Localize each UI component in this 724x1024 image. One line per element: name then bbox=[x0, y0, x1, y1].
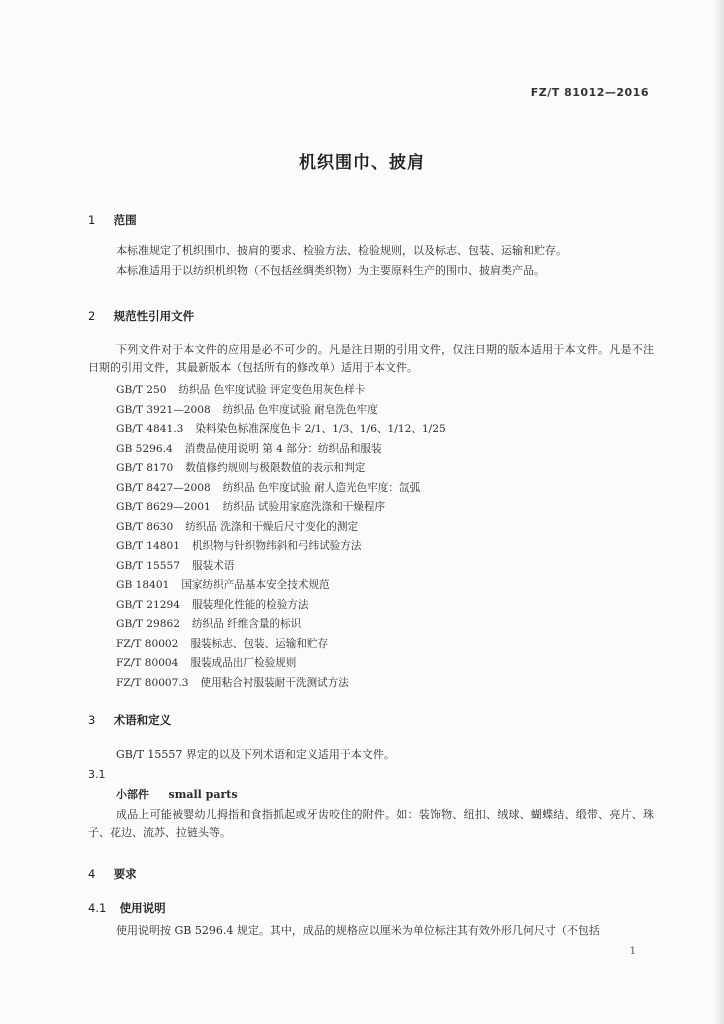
term-chinese: 小部件 bbox=[116, 788, 149, 801]
reference-item bbox=[116, 615, 446, 635]
standard-code: FZ/T 81012—2016 bbox=[530, 86, 649, 99]
reference-item bbox=[116, 381, 446, 401]
section-title: 要求 bbox=[113, 867, 137, 881]
section-title: 术语和定义 bbox=[113, 713, 172, 727]
reference-item bbox=[116, 635, 446, 655]
reference-item bbox=[116, 518, 446, 538]
section-number: 2 bbox=[88, 309, 96, 323]
reference-code: GB/T 8170 bbox=[116, 462, 174, 474]
page-number: 1 bbox=[629, 946, 636, 957]
reference-item bbox=[116, 459, 446, 479]
reference-code: FZ/T 80007.3 bbox=[116, 676, 189, 689]
scope-paragraph-1: 本标准规定了机织围巾、披肩的要求、检验方法、检验规则，以及标志、包装、运输和贮存。 bbox=[116, 244, 567, 257]
reference-title: 纺织品 试验用家庭洗涤和干燥程序 bbox=[222, 501, 386, 513]
reference-code: GB/T 8630 bbox=[116, 520, 174, 533]
term-english: small parts bbox=[168, 788, 238, 801]
clause-number: 3.1 bbox=[88, 768, 106, 781]
section-number: 4 bbox=[88, 867, 96, 881]
reference-code: GB 5296.4 bbox=[116, 442, 173, 455]
section-1-heading bbox=[88, 212, 137, 228]
section-title: 规范性引用文件 bbox=[113, 309, 195, 323]
section-3-heading bbox=[88, 712, 171, 728]
scope-paragraph-2: 本标准适用于以纺织机织物（不包括丝绸类织物）为主要原料生产的围巾、披肩类产品。 bbox=[116, 264, 545, 277]
reference-title: 纺织品 色牢度试验 评定变色用灰色样卡 bbox=[178, 384, 366, 396]
reference-code: GB/T 15557 bbox=[116, 559, 180, 572]
reference-title: 服装成品出厂检验规则 bbox=[190, 657, 297, 669]
section-number: 1 bbox=[88, 213, 96, 227]
reference-code: FZ/T 80004 bbox=[116, 657, 179, 669]
reference-title: 纺织品 色牢度试验 耐人造光色牢度：氙弧 bbox=[222, 481, 421, 494]
reference-title: 服装标志、包装、运输和贮存 bbox=[190, 637, 329, 650]
reference-title: 服装术语 bbox=[191, 559, 235, 572]
reference-code: GB/T 3921—2008 bbox=[116, 403, 211, 416]
reference-item bbox=[116, 401, 446, 421]
subsection-number: 4.1 bbox=[88, 901, 107, 915]
document-title: 机织围巾、披肩 bbox=[299, 153, 425, 173]
reference-code: GB 18401 bbox=[116, 579, 170, 591]
references-intro: 下列文件对于本文件的应用是必不可少的。凡是注日期的引用文件，仅注日期的版本适用于本文件。凡是不注日期的引用文件，其最新版本（包括所有的修改单）适用于本文件。 bbox=[88, 343, 654, 374]
reference-item bbox=[116, 440, 446, 460]
term-definition: 成品上可能被婴幼儿拇指和食指抓起或牙齿咬住的附件。如：装饰物、纽扣、绒球、蝴蝶结、缎带、亮片、珠子、花边、流苏、拉链头等。 bbox=[88, 808, 654, 839]
reference-code: GB/T 250 bbox=[116, 384, 167, 396]
reference-title: 消费品使用说明 第 4 部分：纺织品和服装 bbox=[184, 442, 382, 455]
reference-item bbox=[116, 537, 446, 557]
subsection-title: 使用说明 bbox=[119, 901, 166, 915]
usage-instructions-text: 使用说明按 GB 5296.4 规定。其中，成品的规格应以厘米为单位标注其有效外形几何尺寸（不包括 bbox=[116, 924, 600, 937]
reference-item bbox=[116, 479, 446, 499]
reference-item bbox=[116, 654, 446, 674]
reference-title: 纺织品 洗涤和干燥后尺寸变化的测定 bbox=[185, 520, 359, 533]
section-title: 范围 bbox=[113, 213, 137, 227]
reference-item bbox=[116, 674, 446, 694]
reference-item bbox=[116, 498, 446, 518]
reference-title: 机织物与针织物纬斜和弓纬试验方法 bbox=[191, 540, 362, 552]
reference-code: GB/T 8427—2008 bbox=[116, 481, 211, 494]
term-entry bbox=[116, 786, 238, 802]
reference-title: 染料染色标准深度色卡 2/1、1/3、1/6、1/12、1/25 bbox=[195, 423, 446, 435]
reference-list bbox=[116, 381, 446, 693]
reference-code: GB/T 4841.3 bbox=[116, 423, 184, 435]
reference-item bbox=[116, 420, 446, 440]
reference-title: 服装理化性能的检验方法 bbox=[191, 598, 309, 611]
subsection-4-1-heading bbox=[88, 900, 166, 916]
reference-code: GB/T 29862 bbox=[116, 618, 180, 630]
reference-title: 数值修约规则与极限数值的表示和判定 bbox=[185, 462, 366, 474]
reference-code: GB/T 21294 bbox=[116, 598, 180, 611]
reference-title: 国家纺织产品基本安全技术规范 bbox=[181, 579, 330, 591]
reference-code: FZ/T 80002 bbox=[116, 637, 179, 650]
reference-code: GB/T 8629—2001 bbox=[116, 501, 211, 513]
reference-code: GB/T 14801 bbox=[116, 540, 180, 552]
reference-item bbox=[116, 557, 446, 577]
terms-intro: GB/T 15557 界定的以及下列术语和定义适用于本文件。 bbox=[116, 748, 395, 761]
reference-item bbox=[116, 576, 446, 596]
reference-title: 纺织品 色牢度试验 耐皂洗色牢度 bbox=[222, 403, 378, 416]
section-2-heading bbox=[88, 308, 194, 324]
reference-title: 纺织品 纤维含量的标识 bbox=[191, 618, 302, 630]
section-number: 3 bbox=[88, 713, 96, 727]
reference-item bbox=[116, 596, 446, 616]
section-4-heading bbox=[88, 866, 137, 882]
reference-title: 使用粘合衬服装耐干洗测试方法 bbox=[200, 676, 349, 689]
